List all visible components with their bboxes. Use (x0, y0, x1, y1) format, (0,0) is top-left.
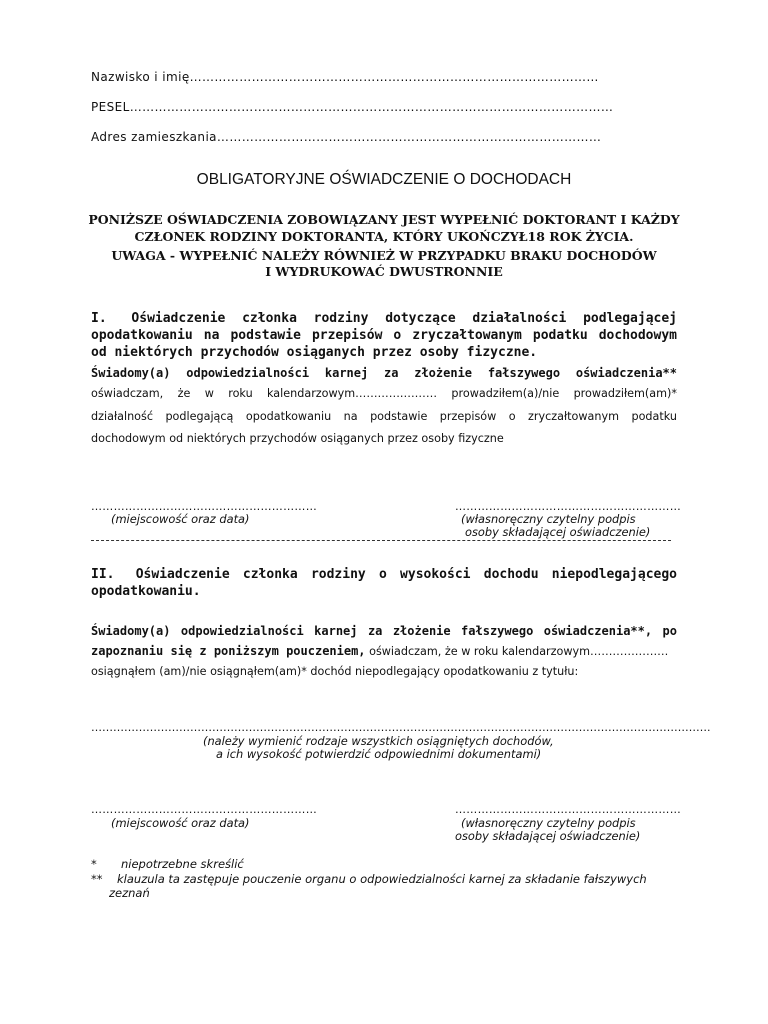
section-2-place-date-dots: …………………………………………………… (91, 803, 317, 816)
section-1-heading (91, 310, 677, 361)
section-1-title: Oświadczenie członka rodziny dotyczące działalności podlegającej opodatkowaniu na podstawie przepisów o zryczałtowanym podatku dochodowym od niektórych przychodów osiąganych przez osoby fizyczne. (91, 311, 678, 360)
section-1-signature-label-2: osoby składającej oświadczenie) (465, 525, 651, 539)
section-1-number: I. (91, 311, 107, 326)
intro-line-3: UWAGA - WYPEŁNIĆ NALEŻY RÓWNIEŻ W PRZYPADKU BRAKU DOCHODÓW (111, 248, 657, 263)
address-field-line: Adres zamieszkania………………………………………………………………………………… (91, 130, 602, 144)
section-1-place-date-label: (miejscowość oraz data) (111, 512, 250, 526)
section-2-heading (91, 566, 677, 600)
section-1-line-4: dochodowym od niektórych przychodów osiąganych przez osoby fizyczne (91, 432, 504, 445)
section-1-line-3: działalność podlegającą opodatkowaniu na podstawie przepisów o zryczałtowanym podatku (91, 410, 677, 423)
footnote-2-mark: ** (91, 872, 103, 886)
section-2-signature-label-2: osoby składającej oświadczenie) (455, 829, 641, 843)
section-2-line-3: osiągnąłem (am)/nie osiągnąłem(am)* dochód niepodlegający opodatkowaniu z tytułu: (91, 665, 579, 678)
section-2-awareness-bold: zapoznaniu się z poniższym pouczeniem, (91, 644, 366, 658)
section-2-place-date-label: (miejscowość oraz data) (111, 816, 250, 830)
section-2-signature-label-1: (własnoręczny czytelny podpis (461, 816, 636, 830)
section-1-signature-label-1: (własnoręczny czytelny podpis (461, 512, 636, 526)
section-2-signature-dots: …………………………………………………… (455, 803, 681, 816)
section-1-awareness: Świadomy(a) odpowiedzialności karnej za złożenie fałszywego oświadczenia** (91, 366, 677, 380)
document-title: OBLIGATORYJNE OŚWIADCZENIE O DOCHODACH (196, 171, 572, 188)
section-1-place-date-dots: …………………………………………………… (91, 500, 317, 513)
footnote-1-text: niepotrzebne skreślić (121, 857, 244, 871)
pesel-field-line: PESEL……………………………………………………………………………………………………… (91, 100, 614, 114)
footnote-2-continuation: zeznań (109, 886, 150, 900)
name-field-line: Nazwisko i imię……………………………………………………………………………………… (91, 70, 599, 84)
section-2-awareness-2 (91, 644, 677, 658)
section-2-hint-1: (należy wymienić rodzaje wszystkich osiągniętych dochodów, (203, 734, 554, 748)
section-divider (91, 540, 671, 541)
intro-line-4: I WYDRUKOWAĆ DWUSTRONNIE (265, 264, 503, 279)
footnote-2-text: klauzula ta zastępuje pouczenie organu o odpowiedzialności karnej za składanie fałszywych (117, 872, 647, 886)
section-2-income-dots: ……………………………………………………………………………………………………………………………………………………. (91, 721, 711, 734)
footnote-1-mark: * (91, 857, 97, 871)
section-1-signature-dots: …………………………………………………… (455, 500, 681, 513)
footnote-2 (91, 872, 647, 886)
section-2-awareness-rest: oświadczam, że w roku kalendarzowym………………… (365, 645, 669, 658)
section-1-line-2: oświadczam, że w roku kalendarzowym………….……… prowadziłem(a)/nie prowadziłem(am)* (91, 387, 677, 400)
section-2-title: Oświadczenie członka rodziny o wysokości dochodu niepodlegającego opodatkowaniu. (91, 567, 677, 599)
intro-line-2: CZŁONEK RODZINY DOKTORANTA, KTÓRY UKOŃCZYŁ18 ROK ŻYCIA. (134, 229, 634, 244)
section-2-number: II. (91, 567, 115, 582)
section-2-awareness-1: Świadomy(a) odpowiedzialności karnej za złożenie fałszywego oświadczenia**, po (91, 624, 677, 638)
footnote-1 (91, 857, 244, 871)
intro-line-1: PONIŻSZE OŚWIADCZENIA ZOBOWIĄZANY JEST WYPEŁNIĆ DOKTORANT I KAŻDY (88, 212, 680, 227)
section-2-hint-2: a ich wysokość potwierdzić odpowiednimi dokumentami) (216, 747, 542, 761)
